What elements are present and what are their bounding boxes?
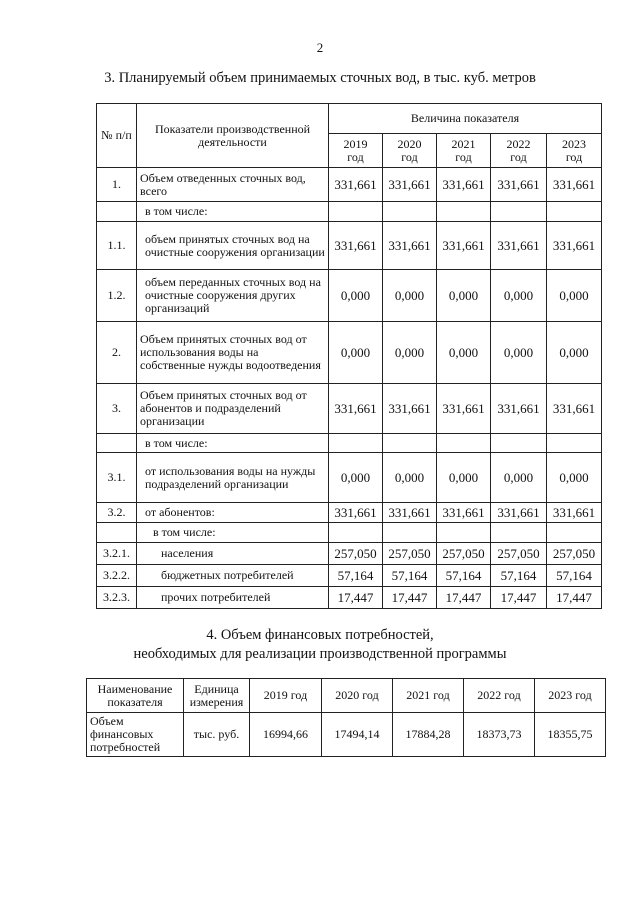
row-num: 1. [97,168,137,202]
row-value: 17884,28 [393,713,464,757]
row-value: 331,661 [329,168,383,202]
table-row [87,713,606,757]
table-row [97,202,602,222]
row-num: 3.2. [97,503,137,523]
row-value: 331,661 [491,503,547,523]
row-value: 331,661 [437,168,491,202]
table-row [97,565,602,587]
row-label: объем переданных сточных вод на очистные сооружения других организаций [137,270,329,322]
row-value: 331,661 [547,168,602,202]
row-value: 16994,66 [250,713,322,757]
row-value [491,434,547,453]
row-value [437,434,491,453]
table-row [97,168,602,202]
row-value: 0,000 [329,322,383,384]
row-value: 17494,14 [322,713,393,757]
row-value: 331,661 [437,503,491,523]
row-num: 1.1. [97,222,137,270]
header-year-2019: 2019 год [329,134,383,168]
header-year-2022: 2022 год [491,134,547,168]
row-unit: тыс. руб. [184,713,250,757]
row-num: 3. [97,384,137,434]
row-label: бюджетных потребителей [137,565,329,587]
row-value [491,202,547,222]
header-year-2020: 2020 год [322,679,393,713]
row-value [547,523,602,543]
section4-title: 4. Объем финансовых потребностей, необходимых для реализации производственной программы [133,627,507,662]
table-row [97,503,602,523]
row-value: 57,164 [437,565,491,587]
row-value [329,523,383,543]
row-label: от использования воды на нужды подразделений организации [137,453,329,503]
row-value: 57,164 [329,565,383,587]
table-row [97,453,602,503]
row-num: 2. [97,322,137,384]
row-value: 17,447 [437,587,491,609]
row-value: 257,050 [329,543,383,565]
row-label: Объем финансовых потребностей [87,713,184,757]
table-row [97,384,602,434]
row-value: 0,000 [437,270,491,322]
header-year-2023: 2023 год [547,134,602,168]
header-year-2019: 2019 год [250,679,322,713]
header-indicator: Показатели производственной деятельности [137,104,329,168]
row-value: 0,000 [383,453,437,503]
header-year-2021: 2021 год [437,134,491,168]
row-value: 331,661 [547,222,602,270]
row-value: 331,661 [547,503,602,523]
table-row [97,434,602,453]
table-row [97,543,602,565]
row-value: 0,000 [547,270,602,322]
row-value: 18355,75 [535,713,606,757]
row-label: в том числе: [137,523,329,543]
row-value [547,202,602,222]
row-label: Объем отведенных сточных вод, всего [137,168,329,202]
row-label: Объем принятых сточных вод от использования воды на собственные нужды водоотведения [137,322,329,384]
page-number: 2 [316,40,324,55]
row-value: 331,661 [491,222,547,270]
row-value [491,523,547,543]
row-value: 331,661 [329,384,383,434]
row-num: 3.2.2. [97,565,137,587]
row-value: 331,661 [547,384,602,434]
header-year-2023: 2023 год [535,679,606,713]
row-value: 0,000 [437,453,491,503]
row-value [437,523,491,543]
row-label: от абонентов: [137,503,329,523]
row-value: 57,164 [547,565,602,587]
row-label: прочих потребителей [137,587,329,609]
header-num: № п/п [97,104,137,168]
row-value: 0,000 [383,270,437,322]
section3-title: 3. Планируемый объем принимаемых сточных вод, в тыс. куб. метров [104,70,536,86]
row-value: 331,661 [383,222,437,270]
row-value: 18373,73 [464,713,535,757]
row-value: 331,661 [491,168,547,202]
row-value: 257,050 [491,543,547,565]
row-value [547,434,602,453]
table-row [97,270,602,322]
table-row [97,322,602,384]
row-label: в том числе: [137,202,329,222]
row-value: 257,050 [437,543,491,565]
row-value: 0,000 [491,453,547,503]
row-num: 1.2. [97,270,137,322]
row-value: 57,164 [491,565,547,587]
row-value: 0,000 [547,453,602,503]
row-value: 331,661 [437,222,491,270]
row-num: 3.2.3. [97,587,137,609]
header-year-2022: 2022 год [464,679,535,713]
row-value: 257,050 [383,543,437,565]
row-label: объем принятых сточных вод на очистные сооружения организации [137,222,329,270]
row-value: 331,661 [437,384,491,434]
row-num: 3.1. [97,453,137,503]
header-year-2021: 2021 год [393,679,464,713]
table-row [97,222,602,270]
row-num [97,434,137,453]
header-indicator-name: Наименование показателя [87,679,184,713]
wastewater-volume-table [96,103,602,609]
row-value: 331,661 [383,503,437,523]
row-value [329,434,383,453]
row-value [383,202,437,222]
row-value: 17,447 [547,587,602,609]
row-value [329,202,383,222]
row-num [97,202,137,222]
header-year-2020: 2020 год [383,134,437,168]
row-value: 17,447 [383,587,437,609]
header-unit: Единица измерения [184,679,250,713]
row-value: 0,000 [491,270,547,322]
row-value: 331,661 [329,503,383,523]
row-value: 17,447 [329,587,383,609]
header-value-group: Величина показателя [329,104,602,134]
row-value: 0,000 [437,322,491,384]
row-value: 17,447 [491,587,547,609]
row-value: 0,000 [491,322,547,384]
row-value: 331,661 [491,384,547,434]
row-value: 57,164 [383,565,437,587]
row-label: в том числе: [137,434,329,453]
row-label: Объем принятых сточных вод от абонентов и подразделений организации [137,384,329,434]
row-value [383,434,437,453]
table-row [97,587,602,609]
row-value: 331,661 [383,384,437,434]
row-value: 0,000 [329,453,383,503]
row-value: 0,000 [383,322,437,384]
row-value: 0,000 [547,322,602,384]
financial-needs-table [86,678,606,757]
row-value [383,523,437,543]
row-num [97,523,137,543]
table-row [97,523,602,543]
row-value: 331,661 [383,168,437,202]
row-num: 3.2.1. [97,543,137,565]
row-value [437,202,491,222]
row-value: 0,000 [329,270,383,322]
row-value: 331,661 [329,222,383,270]
row-label: населения [137,543,329,565]
row-value: 257,050 [547,543,602,565]
